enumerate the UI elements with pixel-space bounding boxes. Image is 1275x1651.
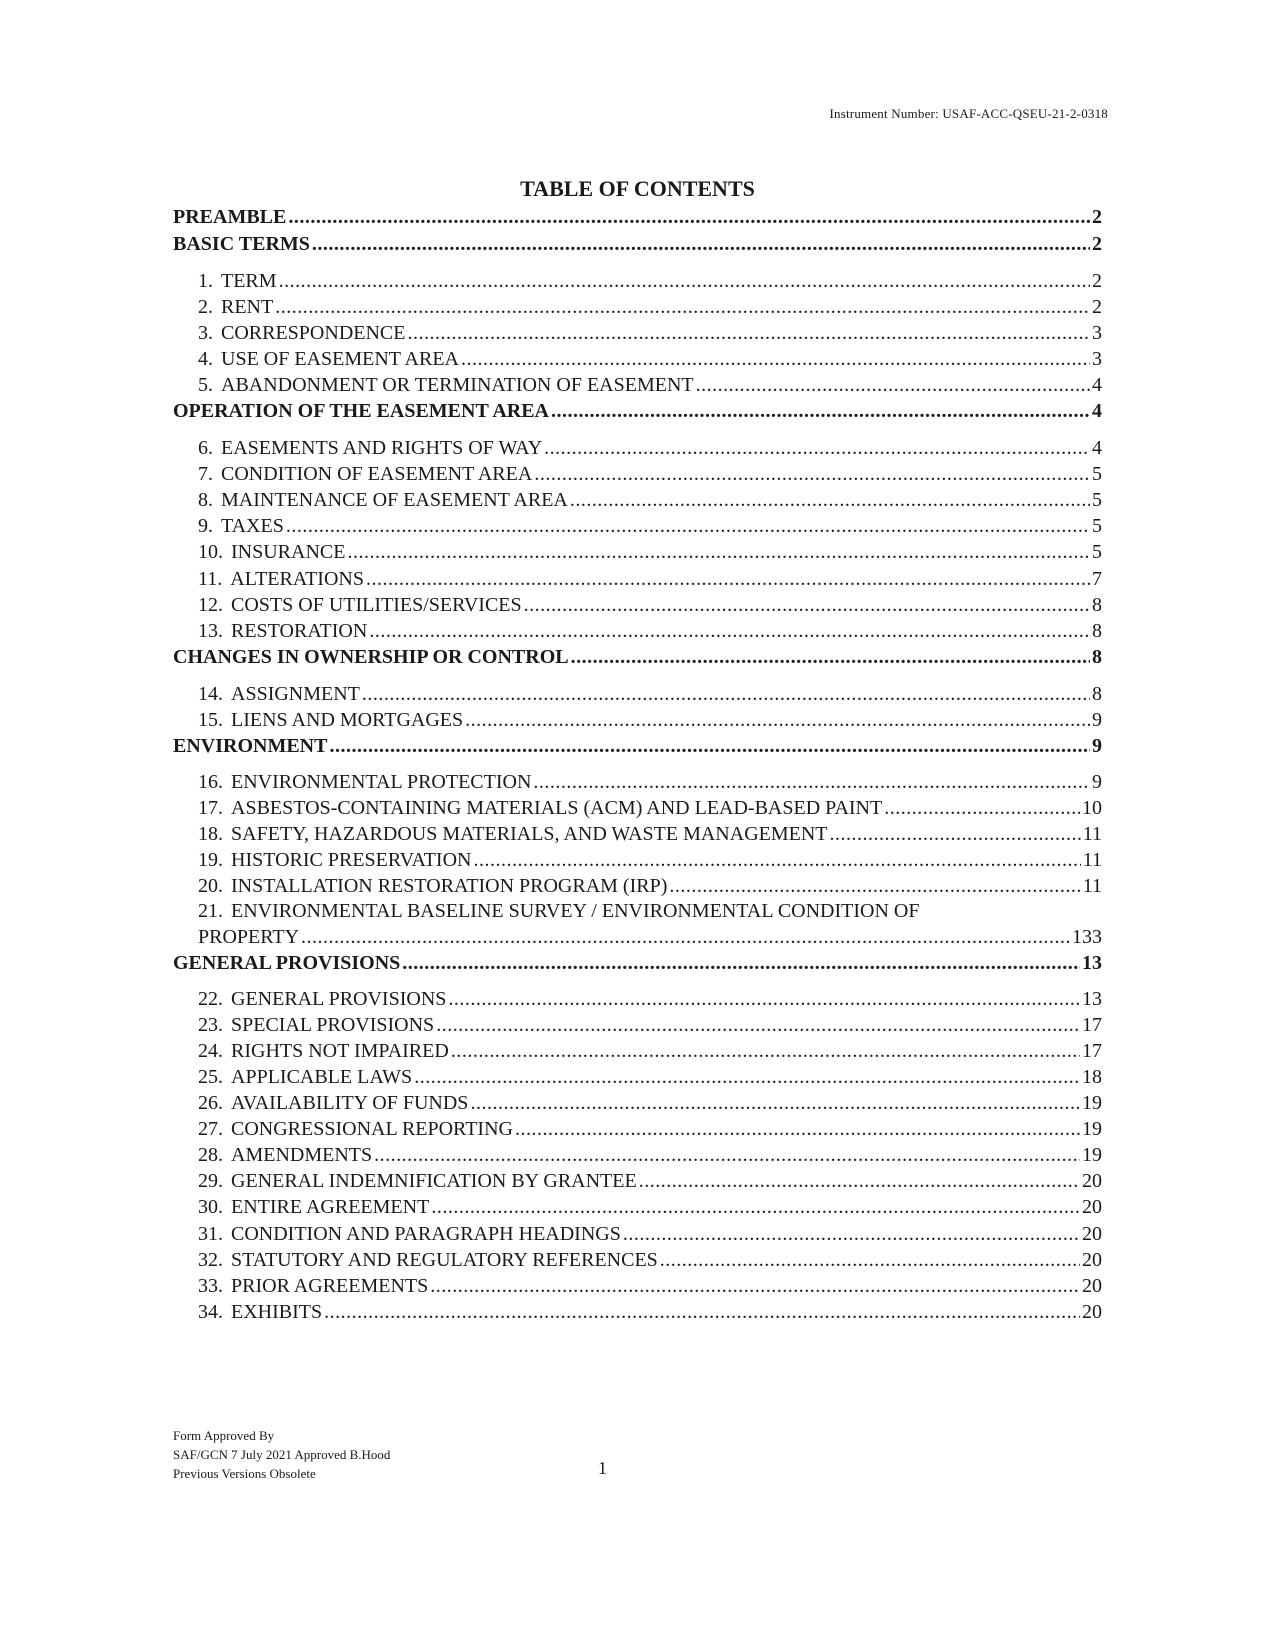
- toc-entry-label: CONGRESSIONAL REPORTING: [231, 1118, 513, 1140]
- dot-leader: [430, 1275, 1080, 1298]
- dot-leader: [431, 1196, 1080, 1219]
- toc-page-number: 133: [1072, 926, 1102, 948]
- toc-entry: [198, 1301, 1102, 1329]
- dot-leader: [451, 1040, 1080, 1063]
- toc-entry-number: 29.: [198, 1170, 223, 1192]
- footer-line-1: Form Approved By: [173, 1428, 275, 1443]
- toc-entry-number: 1.: [198, 270, 213, 292]
- toc-entry: [198, 270, 1102, 298]
- toc-entry-label: STATUTORY AND REGULATORY REFERENCES: [231, 1249, 658, 1271]
- toc-heading: [173, 735, 1102, 763]
- toc-entry: [198, 348, 1102, 376]
- toc-entry-label: EASEMENTS AND RIGHTS OF WAY: [221, 437, 543, 459]
- toc-entry: [198, 823, 1102, 851]
- toc-entry-label: RENT: [221, 296, 274, 318]
- dot-leader: [696, 374, 1090, 397]
- toc-entry: [198, 620, 1102, 648]
- toc-entry-number: 6.: [198, 437, 213, 459]
- toc-page-number: 5: [1092, 541, 1102, 563]
- toc-entry-number: 16.: [198, 771, 223, 793]
- toc-entry-label: PRIOR AGREEMENTS: [231, 1275, 429, 1297]
- toc-entry-label: ENVIRONMENTAL BASELINE SURVEY / ENVIRONMENTAL CONDITION OF: [231, 900, 920, 922]
- toc-page-number: 20: [1082, 1170, 1102, 1192]
- dot-leader: [402, 952, 1080, 975]
- toc-entry-number: 7.: [198, 463, 213, 485]
- dot-leader: [830, 823, 1081, 846]
- toc-entry-label: HISTORIC PRESERVATION: [231, 849, 472, 871]
- toc-entry: [198, 437, 1102, 465]
- dot-leader: [329, 735, 1090, 758]
- toc-entry-number: 13.: [198, 620, 223, 642]
- toc-entry-number: 18.: [198, 823, 223, 845]
- toc-entry-label: SAFETY, HAZARDOUS MATERIALS, AND WASTE MANAGEMENT: [231, 823, 828, 845]
- toc-entry-number: 34.: [198, 1301, 223, 1323]
- toc-entry: [198, 1144, 1102, 1172]
- form-footer: [173, 1426, 390, 1483]
- toc-entry-label: LIENS AND MORTGAGES: [231, 709, 464, 731]
- toc-page-number: 2: [1092, 233, 1102, 255]
- footer-line-3: Previous Versions Obsolete: [173, 1466, 316, 1481]
- toc-page-number: 17: [1082, 1040, 1102, 1062]
- dot-leader: [470, 1092, 1080, 1115]
- toc-entry: [198, 463, 1102, 491]
- toc-page-number: 13: [1082, 952, 1102, 974]
- toc-entry: [198, 1092, 1102, 1120]
- toc-entry-label: BASIC TERMS: [173, 233, 310, 255]
- toc-page-number: 4: [1092, 437, 1102, 459]
- toc-page-number: 5: [1092, 515, 1102, 537]
- dot-leader: [473, 849, 1080, 872]
- dot-leader: [639, 1170, 1080, 1193]
- toc-entry: [198, 515, 1102, 543]
- toc-entry-number: 2.: [198, 296, 213, 318]
- toc-entry-label: PREAMBLE: [173, 206, 287, 228]
- dot-leader: [884, 797, 1080, 820]
- toc-entry: [198, 1249, 1102, 1277]
- toc-page-number: 2: [1092, 296, 1102, 318]
- dot-leader: [286, 515, 1090, 538]
- toc-entry: [198, 926, 1102, 954]
- toc-page-number: 20: [1082, 1301, 1102, 1323]
- toc-entry-label: SPECIAL PROVISIONS: [231, 1014, 435, 1036]
- toc-page-number: 19: [1082, 1118, 1102, 1140]
- toc-entry: [198, 900, 1102, 928]
- footer-line-2: SAF/GCN 7 July 2021 Approved B.Hood: [173, 1447, 391, 1462]
- page-title: TABLE OF CONTENTS: [520, 176, 755, 201]
- toc-entry: [198, 1118, 1102, 1146]
- toc-entry-number: 3.: [198, 322, 213, 344]
- toc-entry-label: GENERAL INDEMNIFICATION BY GRANTEE: [231, 1170, 637, 1192]
- toc-entry: [198, 875, 1102, 903]
- toc-entry-label: ENVIRONMENTAL PROTECTION: [231, 771, 532, 793]
- toc-page-number: 20: [1082, 1223, 1102, 1245]
- toc-entry: [198, 296, 1102, 324]
- toc-page-number: 19: [1082, 1144, 1102, 1166]
- toc-page-number: 20: [1082, 1196, 1102, 1218]
- dot-leader: [362, 683, 1090, 706]
- toc-entry: [198, 374, 1102, 402]
- dot-leader: [301, 926, 1070, 949]
- toc-heading: [173, 952, 1102, 980]
- toc-page-number: 4: [1092, 374, 1102, 396]
- toc-page-number: 9: [1092, 735, 1102, 757]
- toc-entry-number: 25.: [198, 1066, 223, 1088]
- toc-entry-number: 9.: [198, 515, 213, 537]
- toc-entry: [198, 322, 1102, 350]
- toc-entry-label: TERM: [221, 270, 277, 292]
- toc-page-number: 3: [1092, 348, 1102, 370]
- dot-leader: [279, 270, 1090, 293]
- toc-entry-label: INSURANCE: [231, 541, 346, 563]
- dot-leader: [533, 771, 1090, 794]
- toc-entry-number: 11.: [198, 568, 223, 590]
- toc-entry-number: 19.: [198, 849, 223, 871]
- toc-entry: [198, 771, 1102, 799]
- toc-entry-label: RESTORATION: [231, 620, 368, 642]
- toc-entry-label: AMENDMENTS: [231, 1144, 373, 1166]
- toc-entry-label: ENTIRE AGREEMENT: [231, 1196, 430, 1218]
- page-number: 1: [598, 1458, 607, 1478]
- toc-entry-label: RIGHTS NOT IMPAIRED: [231, 1040, 449, 1062]
- toc-entry-label: APPLICABLE LAWS: [231, 1066, 413, 1088]
- toc-entry-number: 10.: [198, 541, 223, 563]
- toc-entry-number: 27.: [198, 1118, 223, 1140]
- toc-entry: [198, 709, 1102, 737]
- toc-entry-label: COSTS OF UTILITIES/SERVICES: [231, 594, 522, 616]
- toc-entry-number: 32.: [198, 1249, 223, 1271]
- toc-page-number: 17: [1082, 1014, 1102, 1036]
- toc-entry-label: TAXES: [221, 515, 284, 537]
- toc-entry-label: GENERAL PROVISIONS: [231, 988, 447, 1010]
- toc-entry-label: GENERAL PROVISIONS: [173, 952, 401, 974]
- toc-entry: [198, 988, 1102, 1016]
- dot-leader: [524, 594, 1090, 617]
- toc-entry: [198, 594, 1102, 622]
- toc-page-number: 5: [1092, 463, 1102, 485]
- toc-entry-label: CORRESPONDENCE: [221, 322, 406, 344]
- toc-entry: [198, 1196, 1102, 1224]
- toc-entry-label: USE OF EASEMENT AREA: [221, 348, 459, 370]
- toc-entry-label: ENVIRONMENT: [173, 735, 328, 757]
- toc-entry-number: 24.: [198, 1040, 223, 1062]
- dot-leader: [312, 233, 1090, 256]
- dot-leader: [544, 437, 1090, 460]
- toc-page-number: 11: [1082, 823, 1102, 845]
- dot-leader: [465, 709, 1090, 732]
- toc-heading: [173, 206, 1102, 234]
- toc-entry-number: 17.: [198, 797, 223, 819]
- dot-leader: [369, 620, 1090, 643]
- toc-entry: [198, 1223, 1102, 1251]
- instrument-number: Instrument Number: USAF-ACC-QSEU-21-2-0318: [829, 106, 1108, 121]
- toc-entry: [198, 541, 1102, 569]
- dot-leader: [461, 348, 1090, 371]
- toc-page-number: 19: [1082, 1092, 1102, 1114]
- toc-page-number: 5: [1092, 489, 1102, 511]
- toc-entry-label: OPERATION OF THE EASEMENT AREA: [173, 400, 549, 422]
- toc-entry: [198, 1040, 1102, 1068]
- toc-heading: [173, 233, 1102, 261]
- toc-entry-number: 12.: [198, 594, 223, 616]
- dot-leader: [515, 1118, 1080, 1141]
- dot-leader: [534, 463, 1090, 486]
- toc-entry-number: 4.: [198, 348, 213, 370]
- dot-leader: [374, 1144, 1080, 1167]
- toc-entry-label: ASSIGNMENT: [231, 683, 360, 705]
- toc-entry-number: 30.: [198, 1196, 223, 1218]
- toc-page-number: 18: [1082, 1066, 1102, 1088]
- toc-entry-label: INSTALLATION RESTORATION PROGRAM (IRP): [231, 875, 668, 897]
- dot-leader: [275, 296, 1090, 319]
- dot-leader: [623, 1223, 1080, 1246]
- toc-entry-number: 22.: [198, 988, 223, 1010]
- toc-entry-label: MAINTENANCE OF EASEMENT AREA: [221, 489, 568, 511]
- toc-page-number: 10: [1082, 797, 1102, 819]
- toc-entry-number: 21.: [198, 900, 223, 922]
- toc-entry-number: 26.: [198, 1092, 223, 1114]
- toc-entry-number: 23.: [198, 1014, 223, 1036]
- toc-page-number: 8: [1092, 683, 1102, 705]
- dot-leader: [324, 1301, 1080, 1324]
- toc-heading: [173, 646, 1102, 674]
- toc-page-number: 11: [1082, 849, 1102, 871]
- dot-leader: [571, 646, 1090, 669]
- toc-entry-number: 14.: [198, 683, 223, 705]
- toc-entry-number: 20.: [198, 875, 223, 897]
- toc-entry-label: CONDITION OF EASEMENT AREA: [221, 463, 533, 485]
- dot-leader: [347, 541, 1090, 564]
- toc-entry-number: 5.: [198, 374, 213, 396]
- dot-leader: [288, 206, 1090, 229]
- toc-entry: [198, 1014, 1102, 1042]
- toc-page-number: 4: [1092, 400, 1102, 422]
- toc-page-number: 8: [1092, 594, 1102, 616]
- dot-leader: [436, 1014, 1080, 1037]
- dot-leader: [414, 1066, 1080, 1089]
- toc-entry-label: AVAILABILITY OF FUNDS: [231, 1092, 469, 1114]
- toc-page-number: 7: [1092, 568, 1102, 590]
- toc-entry-number: 31.: [198, 1223, 223, 1245]
- toc-entry-label: ALTERATIONS: [230, 568, 364, 590]
- toc-entry: [198, 849, 1102, 877]
- toc-page-number: 3: [1092, 322, 1102, 344]
- toc-entry-label: ABANDONMENT OR TERMINATION OF EASEMENT: [221, 374, 694, 396]
- toc-heading: [173, 400, 1102, 428]
- toc-entry-number: 28.: [198, 1144, 223, 1166]
- toc-entry: [198, 489, 1102, 517]
- dot-leader: [570, 489, 1090, 512]
- toc-page-number: 9: [1092, 771, 1102, 793]
- toc-entry-label: PROPERTY: [198, 926, 300, 948]
- toc-entry-label: CHANGES IN OWNERSHIP OR CONTROL: [173, 646, 569, 668]
- toc-entry: [198, 1275, 1102, 1303]
- toc-page-number: 11: [1082, 875, 1102, 897]
- toc-page-number: 8: [1092, 620, 1102, 642]
- toc-page-number: 13: [1082, 988, 1102, 1010]
- dot-leader: [551, 400, 1090, 423]
- toc-page-number: 9: [1092, 709, 1102, 731]
- toc-page-number: 20: [1082, 1249, 1102, 1271]
- toc-entry: [198, 568, 1102, 596]
- toc-page-number: 20: [1082, 1275, 1102, 1297]
- toc-entry-label: ASBESTOS-CONTAINING MATERIALS (ACM) AND LEAD-BASED PAINT: [231, 797, 883, 819]
- toc-entry-label: EXHIBITS: [231, 1301, 323, 1323]
- toc-entry: [198, 1170, 1102, 1198]
- toc-entry: [198, 797, 1102, 825]
- toc-page-number: 8: [1092, 646, 1102, 668]
- toc-page-number: 2: [1092, 206, 1102, 228]
- dot-leader: [407, 322, 1090, 345]
- toc-page-number: 2: [1092, 270, 1102, 292]
- toc-entry: [198, 1066, 1102, 1094]
- toc-entry-number: 8.: [198, 489, 213, 511]
- dot-leader: [448, 988, 1080, 1011]
- toc-entry: [198, 683, 1102, 711]
- dot-leader: [660, 1249, 1080, 1272]
- dot-leader: [366, 568, 1090, 591]
- toc-entry-number: 33.: [198, 1275, 223, 1297]
- toc-entry-label: CONDITION AND PARAGRAPH HEADINGS: [231, 1223, 621, 1245]
- toc-entry-number: 15.: [198, 709, 223, 731]
- dot-leader: [669, 875, 1080, 898]
